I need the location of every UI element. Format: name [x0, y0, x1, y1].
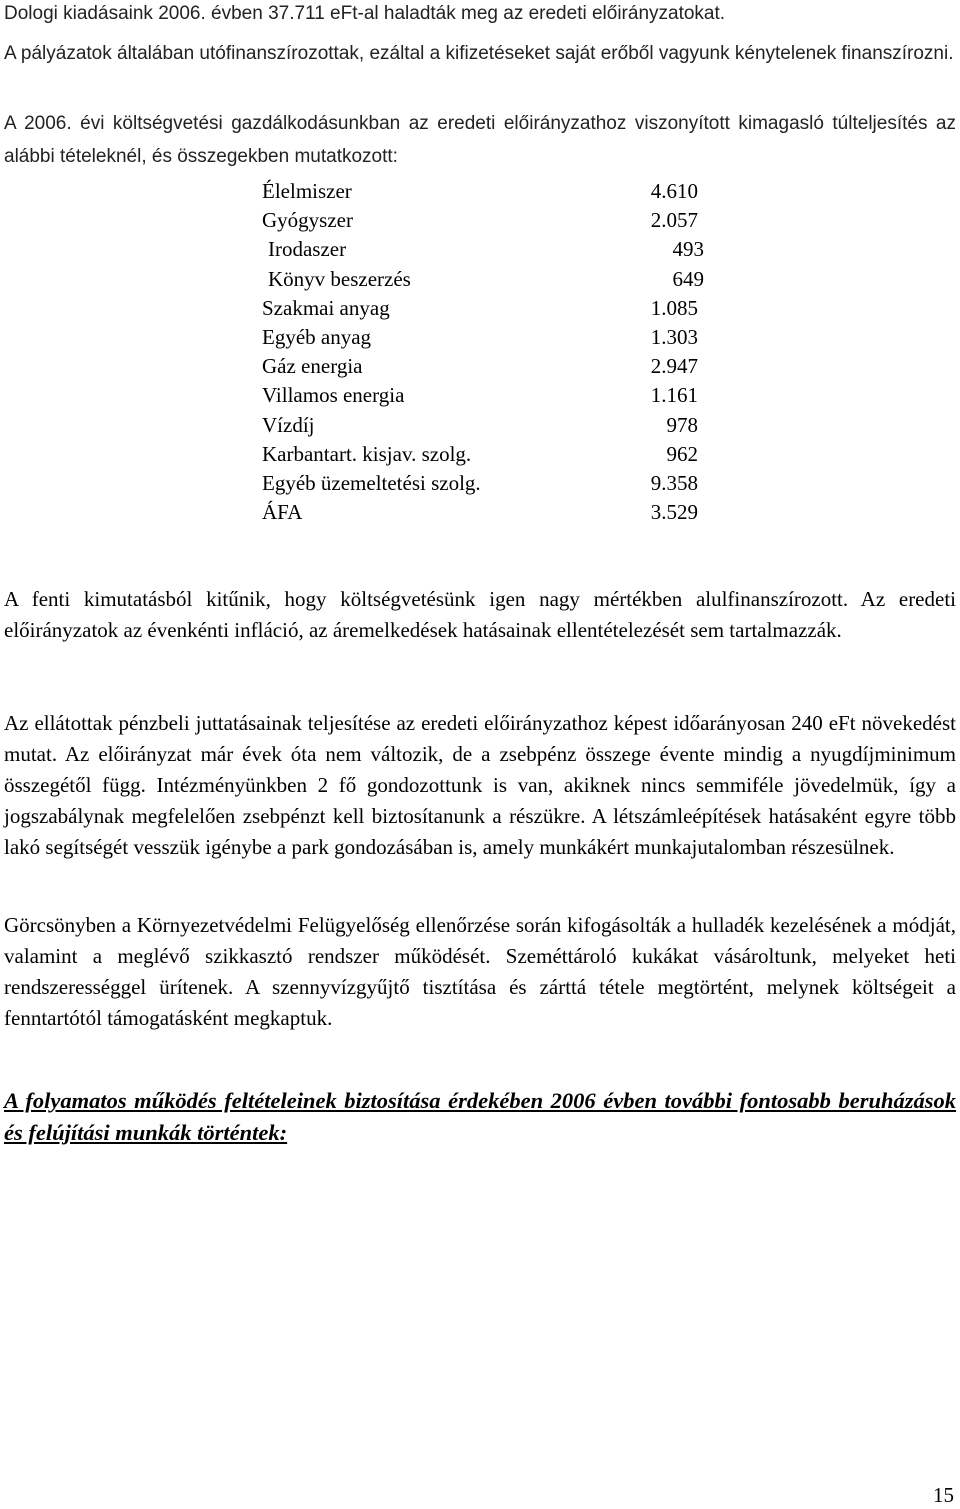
- item-value: 1.161: [650, 383, 698, 408]
- item-label: Gáz energia: [262, 354, 363, 379]
- paragraph-allowances: Az ellátottak pénzbeli juttatásainak teljesítése az eredeti előirányzathoz képest időarányosan 240 eFt növekedést mutat. Az előirányzat már évek óta nem változik, de a zsebpénz összege évente mindig a nyugdíjminimum összegétől függ. Intézményünkben 2 fő gondozottunk is van, akiknek nincs semmiféle jövedelmük, így a jogszabálynak megfelelően zsebpénzt kell biztosítanunk a részükre. A létszámleépítések hatásaként egyre több lakó segítségét vesszük igénybe a park gondozásában is, amely munkákért munkajutalomban részesülnek.: [4, 711, 956, 859]
- item-value: 4.610: [650, 179, 698, 203]
- item-label: Vízdíj: [262, 412, 315, 437]
- item-label: Könyv beszerzés: [268, 266, 411, 291]
- table-row: [262, 411, 722, 440]
- item-label: Gyógyszer: [262, 208, 353, 233]
- table-row: [262, 352, 722, 381]
- item-label: Egyéb anyag: [262, 324, 372, 349]
- item-value: 493: [672, 237, 704, 262]
- table-row: [262, 381, 722, 410]
- item-value: 978: [666, 412, 698, 437]
- table-row: [262, 265, 722, 294]
- page-number: 15: [933, 1483, 954, 1507]
- table-row: [262, 235, 722, 264]
- table-row: [262, 469, 722, 498]
- item-value: 1.085: [650, 295, 698, 320]
- item-value: 2.947: [650, 354, 698, 379]
- table-row: [262, 177, 722, 206]
- item-label: Élelmiszer: [262, 179, 352, 203]
- item-label: Egyéb üzemeltetési szolg.: [262, 470, 481, 495]
- item-label: Irodaszer: [268, 237, 347, 262]
- item-label: Szakmai anyag: [262, 295, 390, 320]
- expense-table: [262, 177, 722, 527]
- item-value: 962: [666, 441, 698, 466]
- paragraph-underfunded: A fenti kimutatásból kitűnik, hogy költségvetésünk igen nagy mértékben alulfinanszírozott. Az eredeti előirányzatok az évenkénti infláció, az áremelkedések hatásainak ellentételezését sem tartalmazzák.: [4, 587, 956, 642]
- item-value: 2.057: [650, 208, 698, 233]
- table-row: [262, 498, 722, 527]
- item-value: 1.303: [650, 324, 698, 349]
- table-row: [262, 323, 722, 352]
- item-label: ÁFA: [262, 500, 303, 525]
- section-heading: A folyamatos működés feltételeinek biztosítása érdekében 2006 évben további fontosabb beruházások és felújítási munkák történtek:: [4, 1088, 956, 1145]
- item-value: 649: [672, 266, 704, 291]
- item-label: Karbantart. kisjav. szolg.: [262, 441, 472, 466]
- intro-line: Dologi kiadásaink 2006. évben 37.711 eFt-al haladták meg az eredeti előirányzatokat.: [4, 3, 726, 24]
- item-value: 9.358: [650, 470, 698, 495]
- table-row: [262, 294, 722, 323]
- paragraph-overspend-intro: A 2006. évi költségvetési gazdálkodásunkban az eredeti előirányzathoz viszonyított kimagasló túlteljesítés az alábbi tételeknél, és összegekben mutatkozott:: [4, 113, 956, 167]
- paragraph-funding: A pályázatok általában utófinanszírozottak, ezáltal a kifizetéseket saját erőből vagyunk kénytelenek finanszírozni.: [4, 43, 954, 64]
- table-row: [262, 206, 722, 235]
- paragraph-environment: Görcsönyben a Környezetvédelmi Felügyelőség ellenőrzése során kifogásolták a hulladék kezelésének a módját, valamint a meglévő szikkasztó rendszer működését. Szeméttároló kukákat vásároltunk, melyeket heti rendszerességgel ürítenek. A szennyvízgyűjtő tisztítása és zárttá tétele megtörtént, melynek költségeit a fenntartótól támogatásként megkaptuk.: [4, 913, 956, 1030]
- table-row: [262, 440, 722, 469]
- item-label: Villamos energia: [262, 383, 405, 408]
- item-value: 3.529: [650, 500, 698, 525]
